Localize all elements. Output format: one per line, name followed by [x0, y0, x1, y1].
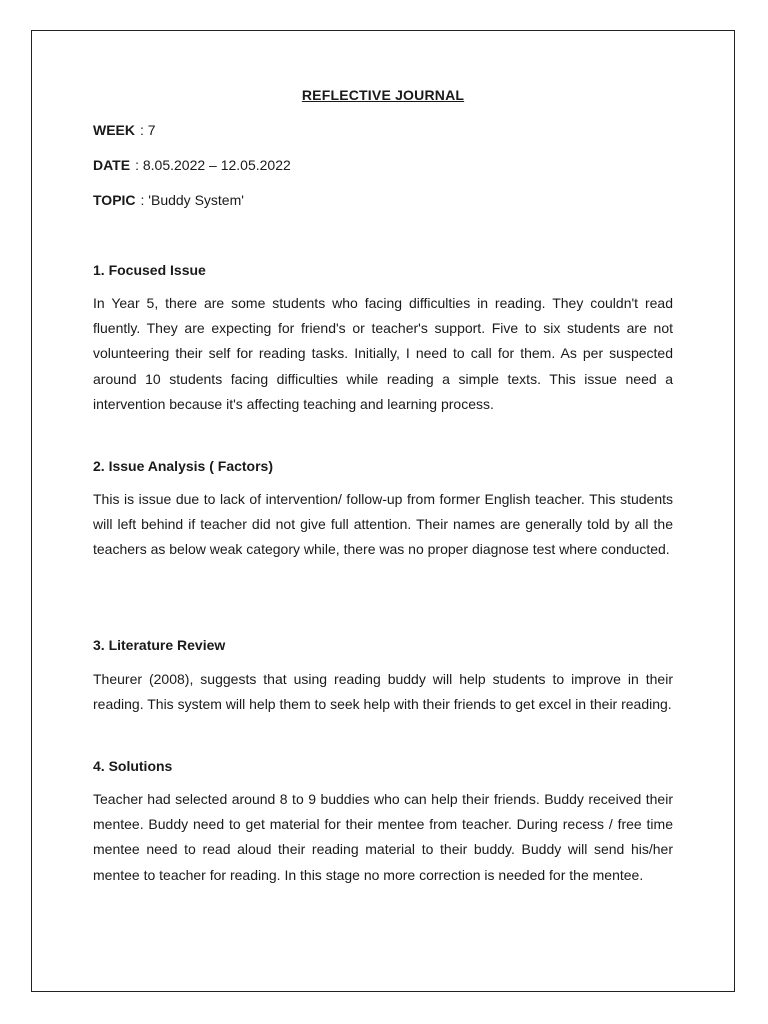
date-row: [93, 157, 291, 173]
topic-value: : 'Buddy System': [140, 192, 244, 208]
week-value: : 7: [140, 122, 156, 138]
section-heading-solutions: 4. Solutions: [93, 758, 173, 774]
section-heading-literature-review: 3. Literature Review: [93, 637, 226, 653]
section-heading-issue-analysis: 2. Issue Analysis ( Factors): [93, 458, 273, 474]
topic-row: [93, 192, 244, 208]
week-label: WEEK: [93, 122, 135, 138]
section-body-literature-review: Theurer (2008), suggests that using reading buddy will help students to improve in their reading. This system will help them to seek help with their friends to get excel in their reading.: [93, 671, 673, 713]
date-value: : 8.05.2022 – 12.05.2022: [135, 157, 291, 173]
date-label: DATE: [93, 157, 131, 173]
section-body-issue-analysis: This is issue due to lack of intervention/ follow-up from former English teacher. This students will left behind if teacher did not give full attention. Their names are generally told by all the teachers as below weak category while, there was no proper diagnose test where conducted.: [93, 491, 673, 558]
week-row: [93, 122, 156, 138]
section-body-solutions: Teacher had selected around 8 to 9 buddies who can help their friends. Buddy received their mentee. Buddy need to get material for their mentee from teacher. During recess / free time mentee need to read aloud their reading material to their buddy. Buddy will send his/her mentee to teacher for reading. In this stage no more correction is needed for the mentee.: [93, 791, 673, 883]
section-heading-focused-issue: 1. Focused Issue: [93, 262, 206, 278]
topic-label: TOPIC: [93, 192, 136, 208]
section-body-focused-issue: In Year 5, there are some students who facing difficulties in reading. They couldn't read fluently. They are expecting for friend's or teacher's support. Five to six students are not volunteering their self for reading tasks. Initially, I need to call for them. As per suspected around 10 students facing difficulties while reading a simple texts. This issue need a intervention because it's affecting teaching and learning process.: [93, 295, 673, 412]
document-title: REFLECTIVE JOURNAL: [301, 87, 465, 103]
